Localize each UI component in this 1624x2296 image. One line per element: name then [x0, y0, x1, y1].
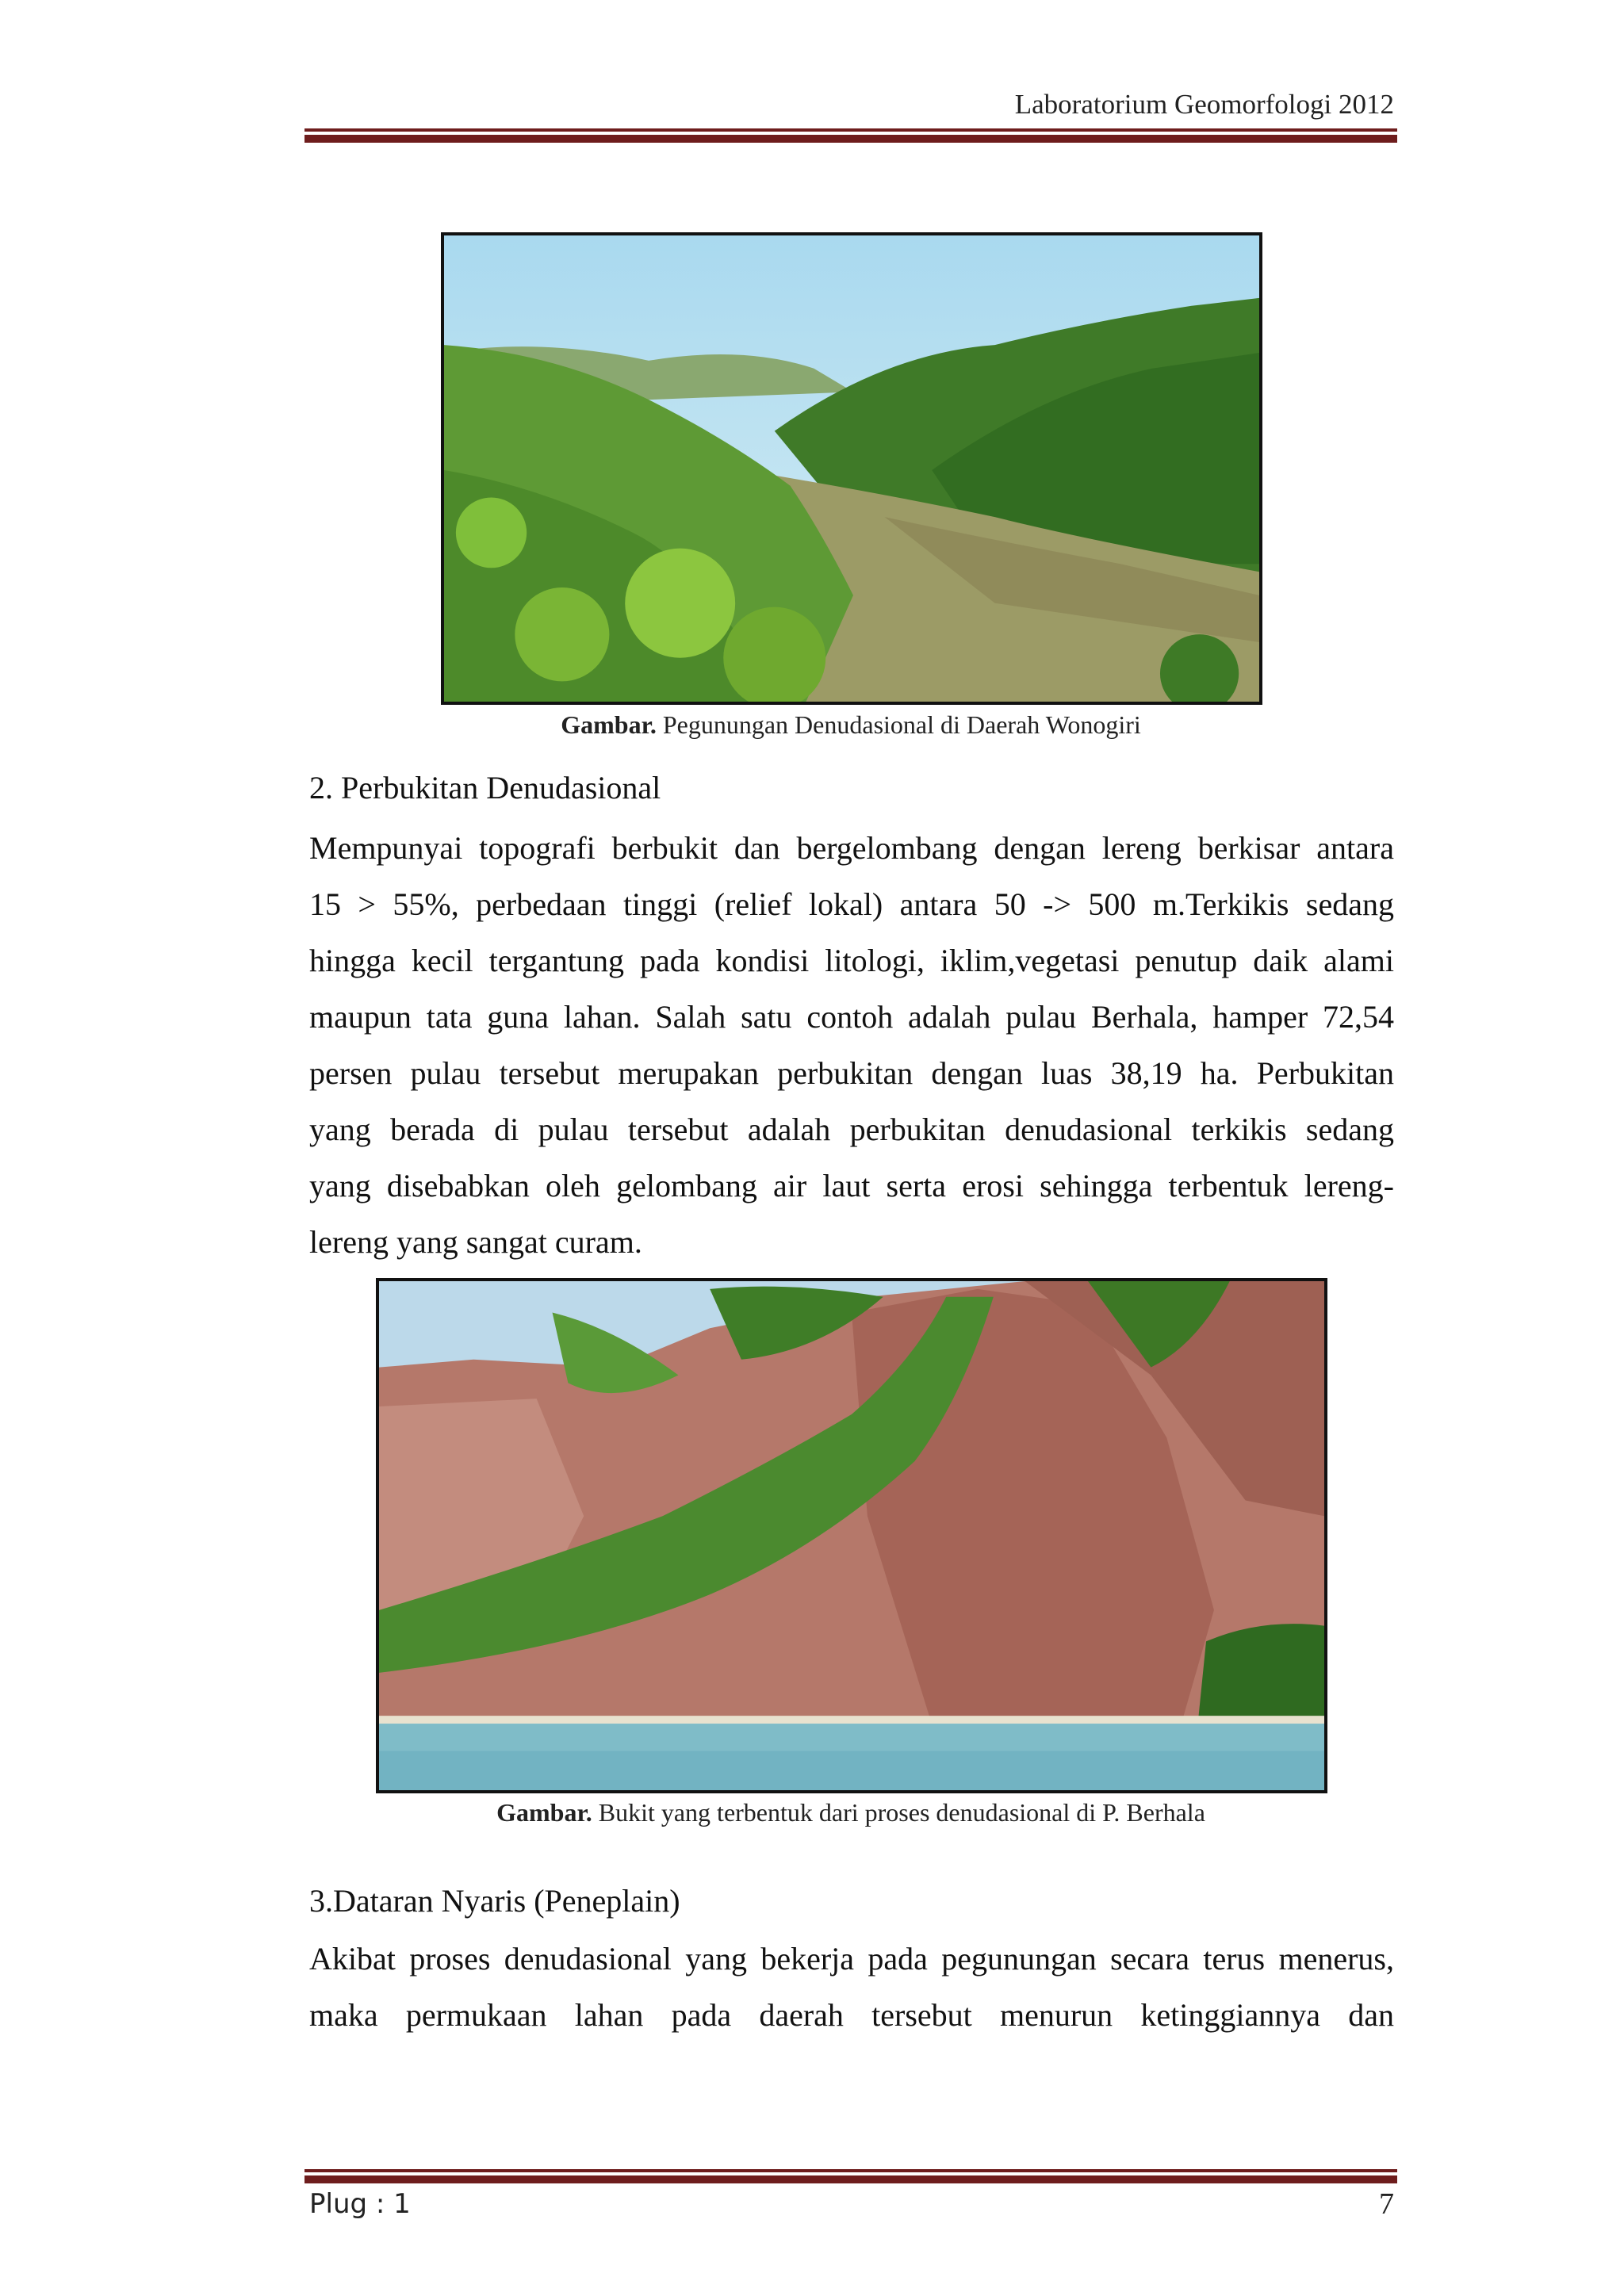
figure2-caption-text: Bukit yang terbentuk dari proses denudasional di P. Berhala	[592, 1798, 1205, 1827]
section-heading-perbukitan: 2. Perbukitan Denudasional	[309, 770, 661, 806]
paragraph-peneplain	[309, 1931, 1394, 2043]
paragraph-line: lereng yang sangat curam.	[309, 1224, 642, 1260]
figure2-caption-label: Gambar.	[496, 1798, 592, 1827]
page-number: 7	[1379, 2187, 1394, 2221]
paragraph-line: yang disebabkan oleh gelombang air laut serta erosi sehingga terbentuk lereng-	[309, 1168, 1394, 1203]
figure2-caption	[304, 1798, 1397, 1827]
paragraph-perbukitan	[309, 820, 1394, 1270]
figure1-caption	[304, 710, 1397, 740]
figure1-caption-text: Pegunungan Denudasional di Daerah Wonogiri	[656, 710, 1141, 739]
paragraph-line: maupun tata guna lahan. Salah satu contoh adalah pulau Berhala, hamper 72,54	[309, 999, 1394, 1035]
paragraph-line: maka permukaan lahan pada daerah tersebut menurun ketinggiannya dan	[309, 1997, 1394, 2033]
paragraph-line: hingga kecil tergantung pada kondisi litologi, iklim,vegetasi penutup daik alami	[309, 943, 1394, 978]
figure1-caption-label: Gambar.	[561, 710, 657, 739]
paragraph-line: Akibat proses denudasional yang bekerja pada pegunungan secara terus menerus,	[309, 1941, 1394, 1976]
paragraph-line: Mempunyai topografi berbukit dan bergelombang dengan lereng berkisar antara	[309, 830, 1394, 866]
paragraph-line: persen pulau tersebut merupakan perbukitan dengan luas 38,19 ha. Perbukitan	[309, 1055, 1394, 1091]
coastal-cliff-photo-icon	[379, 1281, 1324, 1790]
figure-valley-photo	[441, 232, 1262, 705]
header-rule	[304, 128, 1397, 143]
paragraph-line: yang berada di pulau tersebut adalah perbukitan denudasional terkikis sedang	[309, 1112, 1394, 1147]
forested-valley-photo-icon	[444, 235, 1259, 702]
footer-label: Plug : 1	[309, 2188, 411, 2220]
section-heading-peneplain: 3.Dataran Nyaris (Peneplain)	[309, 1883, 680, 1919]
footer-rule	[304, 2169, 1397, 2183]
paragraph-line: 15 > 55%, perbedaan tinggi (relief lokal) antara 50 -> 500 m.Terkikis sedang	[309, 886, 1394, 922]
figure-cliff-photo	[376, 1278, 1327, 1793]
running-header: Laboratorium Geomorfologi 2012	[1014, 89, 1394, 120]
